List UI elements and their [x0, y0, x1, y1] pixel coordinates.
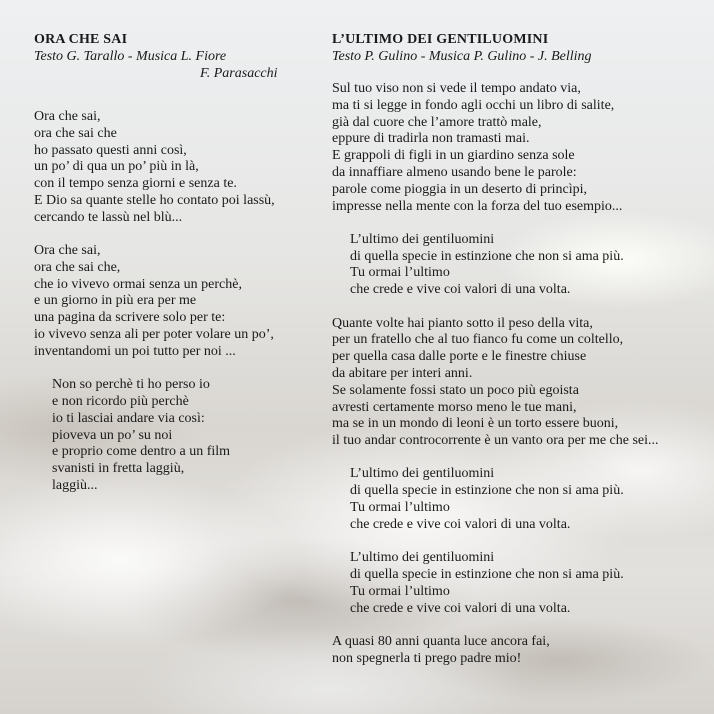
lyric-line: svanisti in fretta laggiù,	[52, 461, 185, 477]
lyric-line: Non so perchè ti ho perso io	[52, 377, 210, 393]
lyric-line: da abitare per interi anni.	[332, 365, 473, 381]
lyric-line: ho passato questi anni così,	[34, 142, 187, 158]
lyric-line: di quella specie in estinzione che non si ama più.	[350, 248, 624, 264]
lyrics-body	[34, 109, 314, 495]
lyric-line: per un fratello che al tuo fianco fu come un coltello,	[332, 332, 624, 348]
lyric-line: inventandomi un poi tutto per noi ...	[34, 343, 236, 359]
lyric-line: Se solamente fossi stato un poco più egoista	[332, 382, 579, 398]
refrain-stanza	[332, 232, 707, 299]
verse-stanza	[34, 109, 314, 227]
song-ultimo-dei-gentiluomini	[332, 31, 707, 667]
lyric-line: io ti lasciai andare via così:	[52, 410, 205, 426]
verse-stanza	[332, 81, 707, 215]
lyric-line: Quante volte hai pianto sotto il peso della vita,	[332, 315, 593, 331]
lyric-line: una pagina da scrivere solo per te:	[34, 310, 226, 326]
song-credits: Testo G. Tarallo - Musica L. Fiore	[34, 49, 227, 64]
lyric-line: che crede e vive coi valori di una volta.	[350, 600, 571, 616]
lyric-line: un po’ di qua un po’ più in là,	[34, 159, 199, 175]
lyric-line: ma se in un mondo di leoni è un torto essere buoni,	[332, 416, 619, 432]
lyric-line: e un giorno in più era per me	[34, 293, 197, 309]
lyric-line: eppure di tradirla non tramasti mai.	[332, 131, 530, 147]
lyric-line: ora che sai che,	[34, 259, 121, 275]
verse-stanza	[34, 243, 314, 361]
lyric-line: laggiù...	[52, 477, 98, 493]
refrain-stanza	[332, 550, 707, 617]
lyric-line: di quella specie in estinzione che non si ama più.	[350, 566, 624, 582]
lyric-line: L’ultimo dei gentiluomini	[350, 550, 495, 566]
lyric-line: Tu ormai l’ultimo	[350, 500, 450, 516]
lyric-line: io vivevo senza ali per poter volare un po’,	[34, 327, 274, 343]
song-credits-continued: F. Parasacchi	[200, 66, 278, 81]
lyric-line: Ora che sai,	[34, 109, 101, 124]
lyric-line: A quasi 80 anni quanta luce ancora fai,	[332, 633, 550, 649]
lyric-line: cercando te lassù nel blù...	[34, 209, 183, 225]
lyric-line: e proprio come dentro a un film	[52, 444, 231, 460]
lyric-line: Tu ormai l’ultimo	[350, 583, 450, 599]
lyric-line: il tuo andar controcorrente è un vanto ora per me che sei...	[332, 433, 659, 449]
song-credits: Testo P. Gulino - Musica P. Gulino - J. Belling	[332, 49, 592, 64]
lyric-line: ma ti si legge in fondo agli occhi un libro di salite,	[332, 97, 615, 113]
lyric-line: di quella specie in estinzione che non si ama più.	[350, 483, 624, 499]
lyric-line: pioveva un po’ su noi	[52, 427, 173, 443]
lyric-line: che crede e vive coi valori di una volta.	[350, 282, 571, 298]
verse-stanza	[332, 316, 707, 450]
lyric-line: ora che sai che	[34, 125, 117, 141]
lyric-line: già dal cuore che l’amore trattò male,	[332, 114, 542, 130]
lyric-line: con il tempo senza giorni e senza te.	[34, 176, 237, 192]
lyric-line: non spegnerla ti prego padre mio!	[332, 650, 522, 666]
lyric-line: L’ultimo dei gentiluomini	[350, 466, 495, 482]
lyric-line: da innaffiare almeno usando bene le parole:	[332, 164, 577, 180]
lyric-line: per quella casa dalle porte e le finestre chiuse	[332, 349, 587, 365]
lyric-line: e non ricordo più perchè	[52, 393, 189, 409]
song-ora-che-sai	[34, 31, 314, 495]
song-title: L’ULTIMO DEI GENTILUOMINI	[332, 32, 549, 47]
lyric-line: Tu ormai l’ultimo	[350, 265, 450, 281]
lyric-line: impresse nella mente con la forza del tuo esempio...	[332, 198, 623, 214]
refrain-stanza	[34, 377, 314, 495]
lyrics-body	[332, 81, 707, 667]
lyric-line: Ora che sai,	[34, 243, 101, 259]
verse-stanza	[332, 634, 707, 668]
lyric-line: avresti certamente morso meno le tue mani,	[332, 399, 577, 415]
song-title: ORA CHE SAI	[34, 32, 128, 47]
lyric-line: che io vivevo ormai senza un perchè,	[34, 276, 242, 292]
lyric-line: che crede e vive coi valori di una volta.	[350, 516, 571, 532]
lyric-line: L’ultimo dei gentiluomini	[350, 231, 495, 247]
lyric-line: E grappoli di figli in un giardino senza sole	[332, 148, 575, 164]
lyric-line: Sul tuo viso non si vede il tempo andato via,	[332, 81, 581, 96]
lyric-line: parole come pioggia in un deserto di princìpi,	[332, 181, 588, 197]
lyric-line: E Dio sa quante stelle ho contato poi lassù,	[34, 192, 275, 208]
refrain-stanza	[332, 466, 707, 533]
